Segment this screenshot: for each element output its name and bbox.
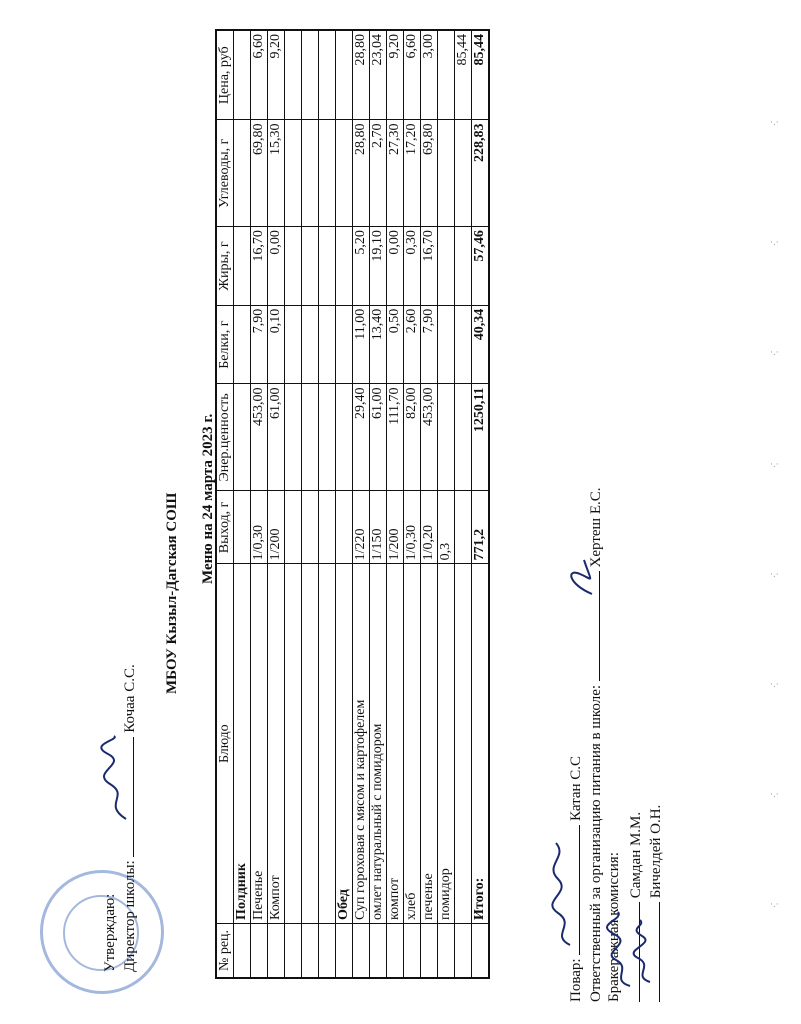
scan-mark: ·.· <box>770 790 779 800</box>
table-cell <box>234 227 251 306</box>
table-cell <box>302 384 319 491</box>
table-cell: 111,70 <box>387 384 404 491</box>
table-cell: 1/220 <box>353 491 370 564</box>
scan-mark: ·.· <box>770 348 779 358</box>
scan-mark: ·.· <box>770 460 779 470</box>
table-cell <box>302 120 319 227</box>
table-row <box>302 30 319 978</box>
table-cell: компот <box>387 564 404 924</box>
table-cell: 6,60 <box>251 30 268 120</box>
header-energy: Энер.ценность <box>216 384 234 491</box>
table-cell: 28,80 <box>353 30 370 120</box>
table-row <box>268 30 285 978</box>
table-cell <box>472 923 490 978</box>
table-cell: 7,90 <box>251 305 268 384</box>
table-cell: 1/0,20 <box>421 491 438 564</box>
table-cell: 85,44 <box>455 30 472 120</box>
table-cell: 0,3 <box>438 491 455 564</box>
table-cell <box>285 491 302 564</box>
responsible-name: Хертеш Е.С. <box>588 487 604 568</box>
table-cell <box>234 30 251 120</box>
cook-label: Повар: <box>568 958 584 1002</box>
table-row <box>370 30 387 978</box>
table-cell <box>404 923 421 978</box>
commission-label: Бракеражная комиссия: <box>606 852 622 1002</box>
table-cell <box>438 384 455 491</box>
scan-mark: ·.· <box>770 238 779 248</box>
table-cell: 23,04 <box>370 30 387 120</box>
table-cell <box>455 491 472 564</box>
table-cell <box>336 384 353 491</box>
scan-mark: ·.· <box>770 680 779 690</box>
menu-title: Меню на 24 марта 2023 г. <box>200 413 216 584</box>
table-cell <box>438 305 455 384</box>
responsible-signature <box>562 544 600 604</box>
approval-line1: Утверждаю: <box>102 893 118 972</box>
table-cell <box>319 30 336 120</box>
responsible-label: Ответственный за организацию питания в школе: <box>588 684 604 1002</box>
table-row <box>251 30 268 978</box>
table-cell <box>234 384 251 491</box>
table-cell: 1/150 <box>370 491 387 564</box>
table-cell <box>285 227 302 306</box>
table-cell <box>336 923 353 978</box>
school-name: МБОУ Кызыл-Дагская СОШ <box>164 492 180 694</box>
table-cell <box>370 923 387 978</box>
table-cell <box>455 564 472 924</box>
total-fat: 57,46 <box>472 227 490 306</box>
table-cell <box>319 227 336 306</box>
table-cell <box>387 923 404 978</box>
table-cell: 3,00 <box>421 30 438 120</box>
table-cell: 2,70 <box>370 120 387 227</box>
total-price: 85,44 <box>472 30 490 120</box>
table-cell <box>285 120 302 227</box>
table-cell <box>336 30 353 120</box>
scan-mark: ·.· <box>770 570 779 580</box>
table-cell <box>234 491 251 564</box>
table-row <box>438 30 455 978</box>
header-dish: Блюдо <box>216 564 234 924</box>
table-cell <box>234 120 251 227</box>
table-cell: 1/0,30 <box>404 491 421 564</box>
scan-mark: ·.· <box>770 900 779 910</box>
menu-table <box>215 29 490 979</box>
table-row <box>455 30 472 978</box>
table-row <box>404 30 421 978</box>
cook-name: Катан С.С <box>568 755 584 821</box>
table-header-row <box>216 30 234 978</box>
table-cell: 15,30 <box>268 120 285 227</box>
section-row <box>336 30 353 978</box>
table-cell <box>234 923 251 978</box>
table-cell: 9,20 <box>387 30 404 120</box>
total-carbs: 228,83 <box>472 120 490 227</box>
table-cell: 0,30 <box>404 227 421 306</box>
table-cell: 29,40 <box>353 384 370 491</box>
table-cell <box>336 120 353 227</box>
table-row <box>319 30 336 978</box>
table-cell: 17,20 <box>404 120 421 227</box>
table-cell: омлет натуральный с помидором <box>370 564 387 924</box>
table-cell <box>455 227 472 306</box>
table-cell: 1/0,30 <box>251 491 268 564</box>
table-cell: 7,90 <box>421 305 438 384</box>
table-cell <box>319 923 336 978</box>
table-cell: 27,30 <box>387 120 404 227</box>
table-cell <box>319 564 336 924</box>
scan-mark: ·.· <box>770 118 779 128</box>
table-cell: 5,20 <box>353 227 370 306</box>
table-cell <box>319 305 336 384</box>
total-row <box>472 30 490 978</box>
table-cell: 1/200 <box>268 491 285 564</box>
table-cell: 61,00 <box>268 384 285 491</box>
table-cell <box>336 305 353 384</box>
table-row <box>353 30 370 978</box>
table-cell: Печенье <box>251 564 268 924</box>
table-cell: 1/200 <box>387 491 404 564</box>
header-recipe-no: № рец. <box>216 923 234 978</box>
table-cell: 9,20 <box>268 30 285 120</box>
table-cell: 69,80 <box>421 120 438 227</box>
table-cell <box>285 305 302 384</box>
section-title-snack: Полдник <box>234 564 251 924</box>
table-cell <box>455 120 472 227</box>
table-cell: 0,10 <box>268 305 285 384</box>
table-cell <box>438 227 455 306</box>
table-cell <box>302 923 319 978</box>
cook-signature <box>546 839 580 949</box>
header-carbs: Углеводы, г <box>216 120 234 227</box>
table-row <box>421 30 438 978</box>
table-cell <box>285 564 302 924</box>
table-cell <box>268 923 285 978</box>
table-cell <box>353 923 370 978</box>
table-cell: 19,10 <box>370 227 387 306</box>
table-cell: 61,00 <box>370 384 387 491</box>
table-cell <box>319 384 336 491</box>
table-row <box>285 30 302 978</box>
table-cell <box>438 120 455 227</box>
table-cell: 0,50 <box>387 305 404 384</box>
commission-member1-name: Самдан М.М. <box>628 811 644 899</box>
table-row <box>387 30 404 978</box>
approval-director-label: Директор школы: <box>122 860 138 972</box>
total-yield: 771,2 <box>472 491 490 564</box>
table-cell <box>251 923 268 978</box>
table-cell: 69,80 <box>251 120 268 227</box>
table-cell <box>455 384 472 491</box>
table-cell <box>234 305 251 384</box>
table-cell: 16,70 <box>421 227 438 306</box>
table-cell <box>302 305 319 384</box>
header-fat: Жиры, г <box>216 227 234 306</box>
table-cell: Компот <box>268 564 285 924</box>
table-cell <box>336 491 353 564</box>
section-title-lunch: Обед <box>336 564 353 924</box>
header-protein: Белки, г <box>216 305 234 384</box>
table-cell: 13,40 <box>370 305 387 384</box>
table-cell <box>302 227 319 306</box>
table-cell <box>285 923 302 978</box>
total-energy: 1250,11 <box>472 384 490 491</box>
table-cell <box>302 564 319 924</box>
table-cell: 0,00 <box>387 227 404 306</box>
table-cell: Суп гороховая с мясом и картофелем <box>353 564 370 924</box>
total-protein: 40,34 <box>472 305 490 384</box>
table-cell: 453,00 <box>421 384 438 491</box>
table-cell: 2,60 <box>404 305 421 384</box>
table-cell: хлеб <box>404 564 421 924</box>
table-cell: 82,00 <box>404 384 421 491</box>
table-cell: 453,00 <box>251 384 268 491</box>
table-cell <box>421 923 438 978</box>
table-cell <box>302 30 319 120</box>
table-cell <box>302 491 319 564</box>
table-cell <box>319 120 336 227</box>
table-cell <box>285 384 302 491</box>
table-cell <box>438 30 455 120</box>
table-cell <box>319 491 336 564</box>
approval-director-name: Кочаа С.С. <box>122 664 138 733</box>
header-price: Цена, руб <box>216 30 234 120</box>
table-cell: 0,00 <box>268 227 285 306</box>
table-cell: 28,80 <box>353 120 370 227</box>
table-cell <box>336 227 353 306</box>
table-cell: печенье <box>421 564 438 924</box>
table-cell: 16,70 <box>251 227 268 306</box>
table-cell <box>455 923 472 978</box>
section-row <box>234 30 251 978</box>
table-cell: 6,60 <box>404 30 421 120</box>
table-cell: 11,00 <box>353 305 370 384</box>
header-yield: Выход, г <box>216 491 234 564</box>
table-cell: помидор <box>438 564 455 924</box>
member2-signature <box>628 918 660 988</box>
total-label: Итого: <box>472 564 490 924</box>
commission-member2-name: Бичелдей О.Н. <box>648 804 664 899</box>
table-cell <box>438 923 455 978</box>
director-signature <box>100 734 134 824</box>
table-cell <box>455 305 472 384</box>
table-cell <box>285 30 302 120</box>
